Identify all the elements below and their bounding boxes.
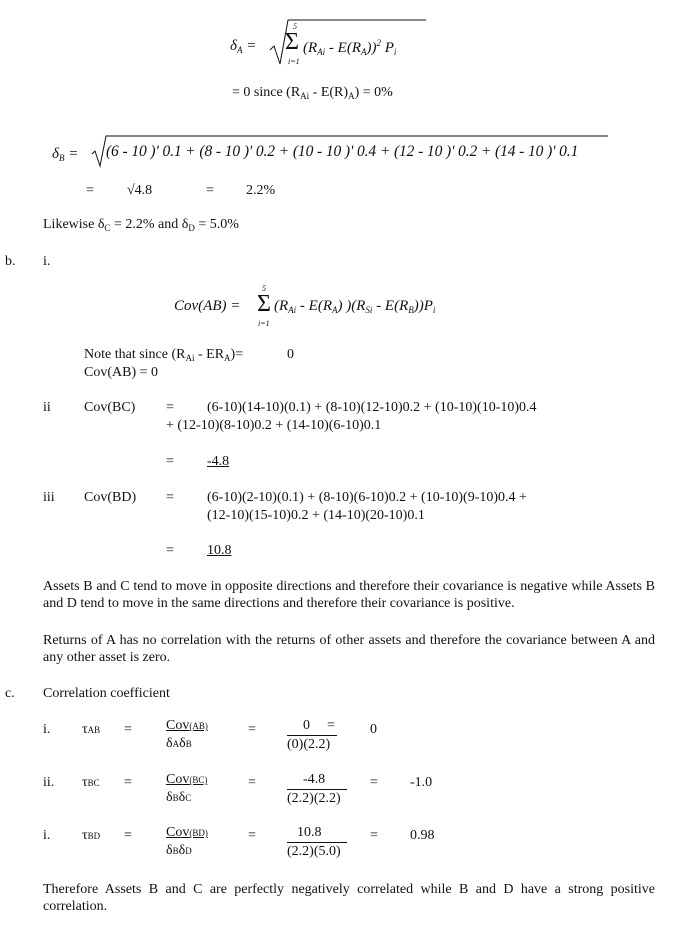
delta-a-result: = 0 since $(R_{Ai} - E(R)_A) = 0\%$ — [232, 85, 393, 101]
sqrt-value: √4.8 — [127, 183, 153, 198]
equals-sign: = — [248, 775, 256, 790]
value-denominator: (0)(2.2) — [287, 737, 331, 752]
fraction-denominator: δAδB — [166, 736, 192, 751]
equals-sign: = — [124, 828, 132, 843]
equals-sign: = — [124, 722, 132, 737]
equals-sign: = — [248, 828, 256, 843]
correlation-result: 0 — [370, 722, 377, 737]
equals-sign: = — [166, 490, 174, 505]
fraction-numerator: Cov(BD) — [166, 825, 208, 840]
sigma-symbol: Σ — [285, 29, 299, 55]
item-number: ii. — [43, 775, 55, 790]
fraction-bar — [287, 842, 347, 843]
value-numerator: 0 — [303, 718, 310, 733]
sum-lower-limit: i=1 — [288, 57, 300, 66]
cov-ab-rhs: ($R_{Ai} - E(R_A)$ )$(R_{Si} - E(R_B))P_i$ — [274, 298, 436, 315]
equals-sign: = — [124, 775, 132, 790]
cov-ab-lhs: Cov(AB) = — [174, 298, 241, 314]
delta-b-value: 2.2% — [246, 183, 276, 198]
equals-sign: = — [370, 828, 378, 843]
correlation-result: -1.0 — [410, 775, 433, 790]
fraction-denominator: δBδC — [166, 790, 192, 805]
item-number: i. — [43, 828, 51, 843]
sum-upper-limit: 5 — [293, 22, 297, 31]
cov-bd-line-2: (12-10)(15-10)0.2 + (14-10)(20-10)0.1 — [207, 508, 425, 523]
value-denominator: (2.2)(2.2) — [287, 791, 341, 806]
cov-bd-line-1: (6-10)(2-10)(0.1) + (8-10)(6-10)0.2 + (10-10)(9-10)0.4 + — [207, 490, 527, 505]
cov-bc-label: Cov(BC) — [84, 400, 136, 415]
fraction-denominator: δBδD — [166, 843, 192, 858]
cov-bd-label: Cov(BD) — [84, 490, 137, 505]
equals-sign: = — [86, 183, 94, 198]
equals-sign: = — [166, 454, 174, 469]
fraction-numerator: Cov(AB) — [166, 718, 208, 733]
fraction-bar — [287, 735, 337, 736]
paragraph-zero-covariance: Returns of A has no correlation with the returns of other assets and therefore the covariance between A and any other asset is zero. — [43, 633, 655, 665]
equals-sign: = — [248, 722, 256, 737]
cov-bc-line-1: (6-10)(14-10)(0.1) + (8-10)(12-10)0.2 + (10-10)(10-10)0.4 — [207, 400, 537, 415]
cov-bd-result: 10.8 — [207, 543, 232, 558]
delta-b-expression: (6 - 10 )ʹ 0.1 + (8 - 10 )ʹ 0.2 + (10 - 10 )ʹ 0.4 + (12 - 10 )ʹ 0.2 + (14 - 10 )ʹ 0.1 — [106, 143, 579, 160]
note-line-2: Cov(AB) = 0 — [84, 365, 159, 380]
tau-symbol: τAB — [82, 722, 101, 737]
section-label-b: b. — [5, 254, 16, 269]
section-label-c: c. — [5, 686, 15, 701]
equals-sign: = — [166, 543, 174, 558]
correlation-result: 0.98 — [410, 828, 435, 843]
note-line: Note that since $(R_{Ai} - ER_A)=$ — [84, 347, 244, 363]
cov-bc-result: -4.8 — [207, 454, 230, 469]
item-number: iii — [43, 490, 55, 505]
fraction-bar — [287, 789, 347, 790]
item-number: i. — [43, 722, 51, 737]
value-denominator: (2.2)(5.0) — [287, 844, 341, 859]
sigma-symbol: Σ — [257, 291, 271, 317]
paragraph-conclusion: Therefore Assets B and C are perfectly negatively correlated while B and D have a strong positive correlation. — [43, 882, 655, 914]
item-number: ii — [43, 400, 51, 415]
cov-bc-line-2: + (12-10)(8-10)0.2 + (14-10)(6-10)0.1 — [166, 418, 382, 433]
delta-b-lhs: $\delta_B$ = — [52, 146, 79, 163]
item-number: i. — [43, 254, 51, 269]
value-numerator: 10.8 — [297, 825, 322, 840]
likewise-line: Likewise $\delta_C = 2.2\%$ and $\delta_D = 5.0\%$ — [43, 217, 239, 233]
value-numerator: -4.8 — [303, 772, 326, 787]
note-zero: 0 — [287, 347, 294, 362]
equals-sign: = — [370, 775, 378, 790]
delta-a-lhs: $\delta_A$ = — [230, 38, 257, 55]
sum-lower-limit: i=1 — [258, 319, 270, 328]
tau-symbol: τBD — [82, 828, 101, 843]
sum-upper-limit: 5 — [262, 284, 266, 293]
delta-a-expr: $(R_{Ai} - E(R_A))^2$ $P_i$ — [303, 38, 397, 57]
paragraph-covariance-explanation: Assets B and C tend to move in opposite directions and therefore their covariance is negative while Assets B and D tend to move in the same directions and therefore their covariance is positive. — [43, 579, 655, 611]
fraction-numerator: Cov(BC) — [166, 772, 208, 787]
tau-symbol: τBC — [82, 775, 100, 790]
equals-sign: = — [166, 400, 174, 415]
section-heading: Correlation coefficient — [43, 686, 170, 701]
equals-sign: = — [327, 718, 335, 733]
equals-sign: = — [206, 183, 214, 198]
